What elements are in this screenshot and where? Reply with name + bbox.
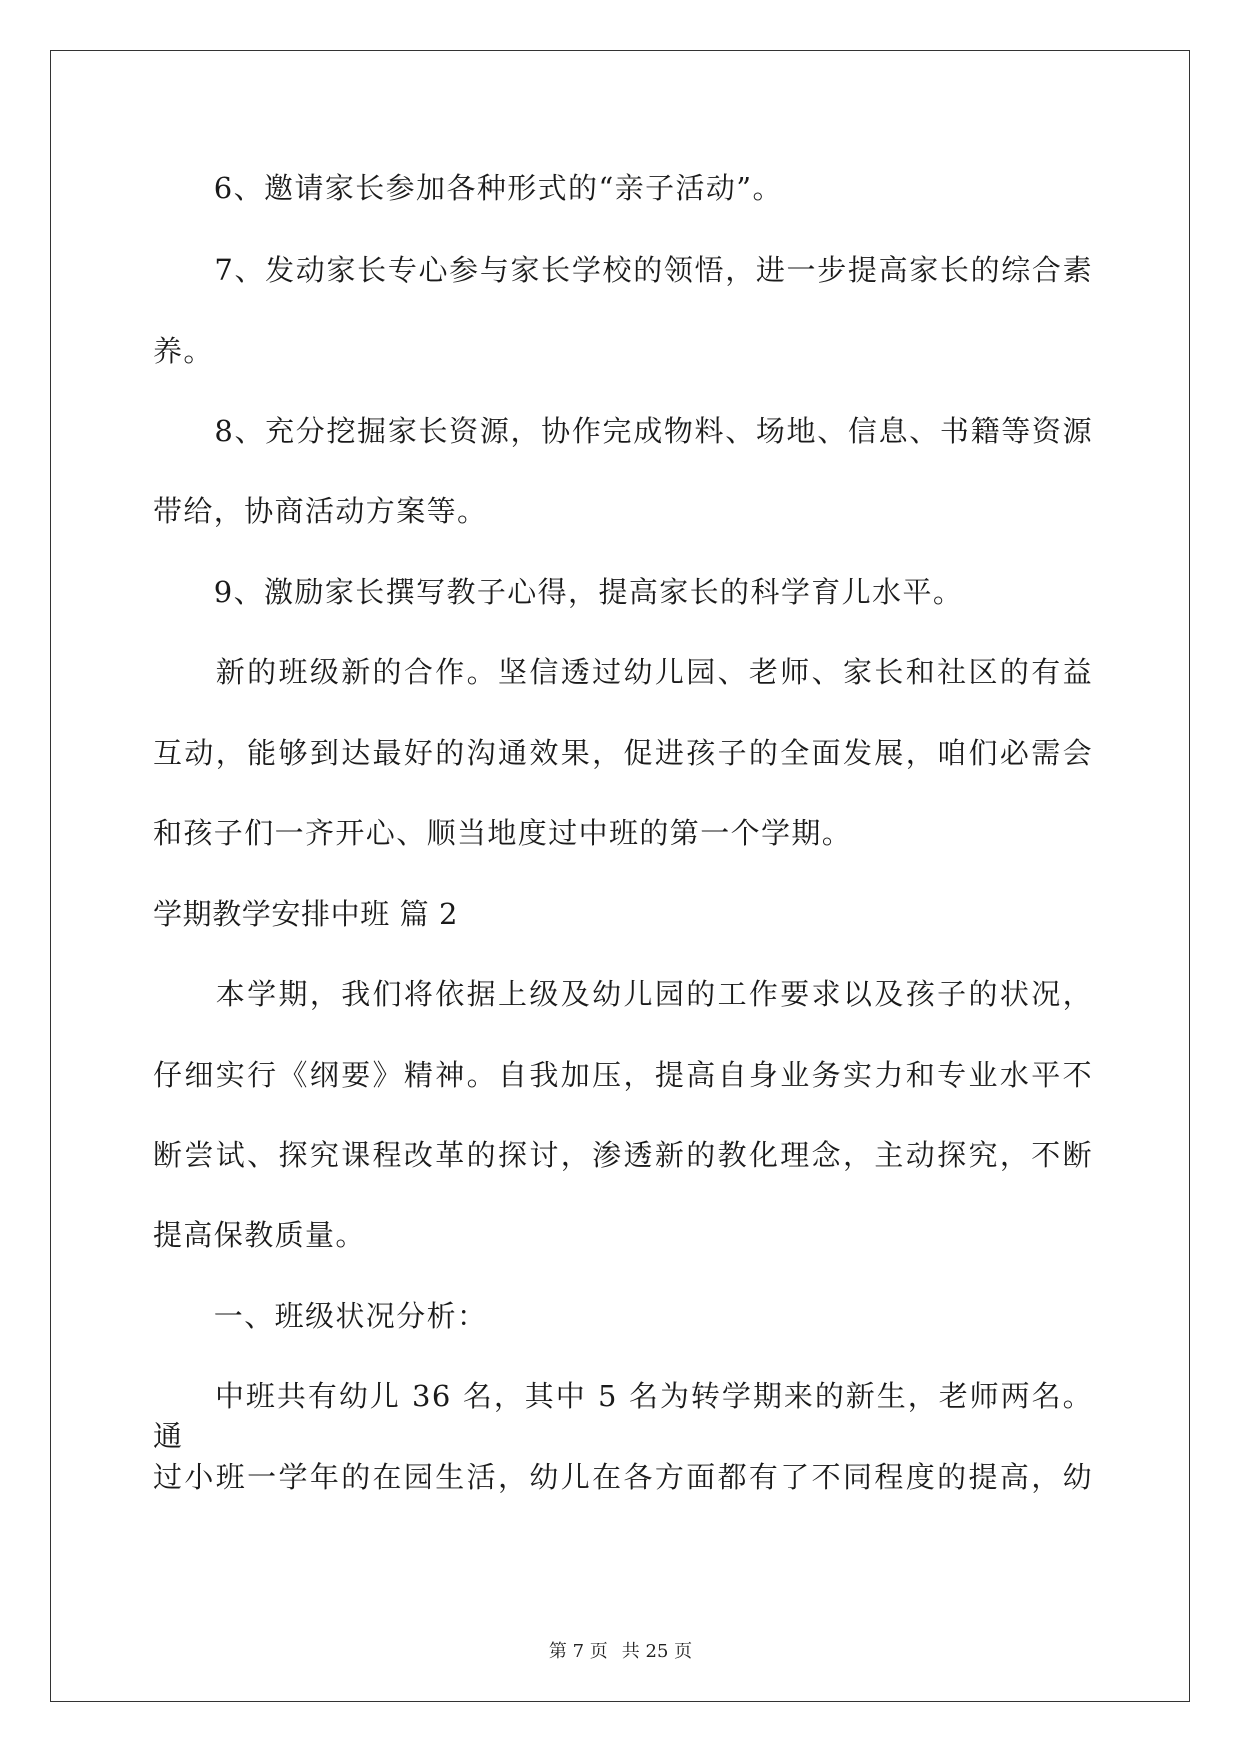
text-line: 养。 [153,334,214,368]
text-line: 6、邀请家长参加各种形式的“亲子活动”。 [153,171,783,205]
section-heading: 学期教学安排中班 篇 2 [153,897,459,931]
text-line: 仔细实行《纲要》精神。自我加压，提高自身业务实力和专业水平不 [153,1058,1093,1092]
text-line: 本学期，我们将依据上级及幼儿园的工作要求以及孩子的状况， [153,977,1093,1011]
text-line: 和孩子们一齐开心、顺当地度过中班的第一个学期。 [153,816,853,850]
text-line: 互动，能够到达最好的沟通效果，促进孩子的全面发展，咱们必需会 [153,736,1093,770]
text-line: 8、充分挖掘家长资源，协作完成物料、场地、信息、书籍等资源 [153,414,1093,448]
text-line: 过小班一学年的在园生活，幼儿在各方面都有了不同程度的提高，幼 [153,1460,1093,1494]
page-number: 第 7 页 [548,1641,608,1662]
text-line: 断尝试、探究课程改革的探讨，渗透新的教化理念，主动探究，不断 [153,1138,1093,1172]
text-line: 提高保教质量。 [153,1218,366,1252]
page-footer [0,1640,1241,1664]
page-total: 共 25 页 [621,1641,693,1662]
text-line: 9、激励家长撰写教子心得，提高家长的科学育儿水平。 [153,575,964,609]
text-line: 7、发动家长专心参与家长学校的领悟，进一步提高家长的综合素 [153,253,1093,287]
text-line: 一、班级状况分析： [153,1299,488,1333]
text-line: 带给，协商活动方案等。 [153,494,488,528]
text-line: 中班共有幼儿 36 名，其中 5 名为转学期来的新生，老师两名。通 [153,1379,1093,1453]
text-line: 新的班级新的合作。坚信透过幼儿园、老师、家长和社区的有益 [153,655,1093,689]
